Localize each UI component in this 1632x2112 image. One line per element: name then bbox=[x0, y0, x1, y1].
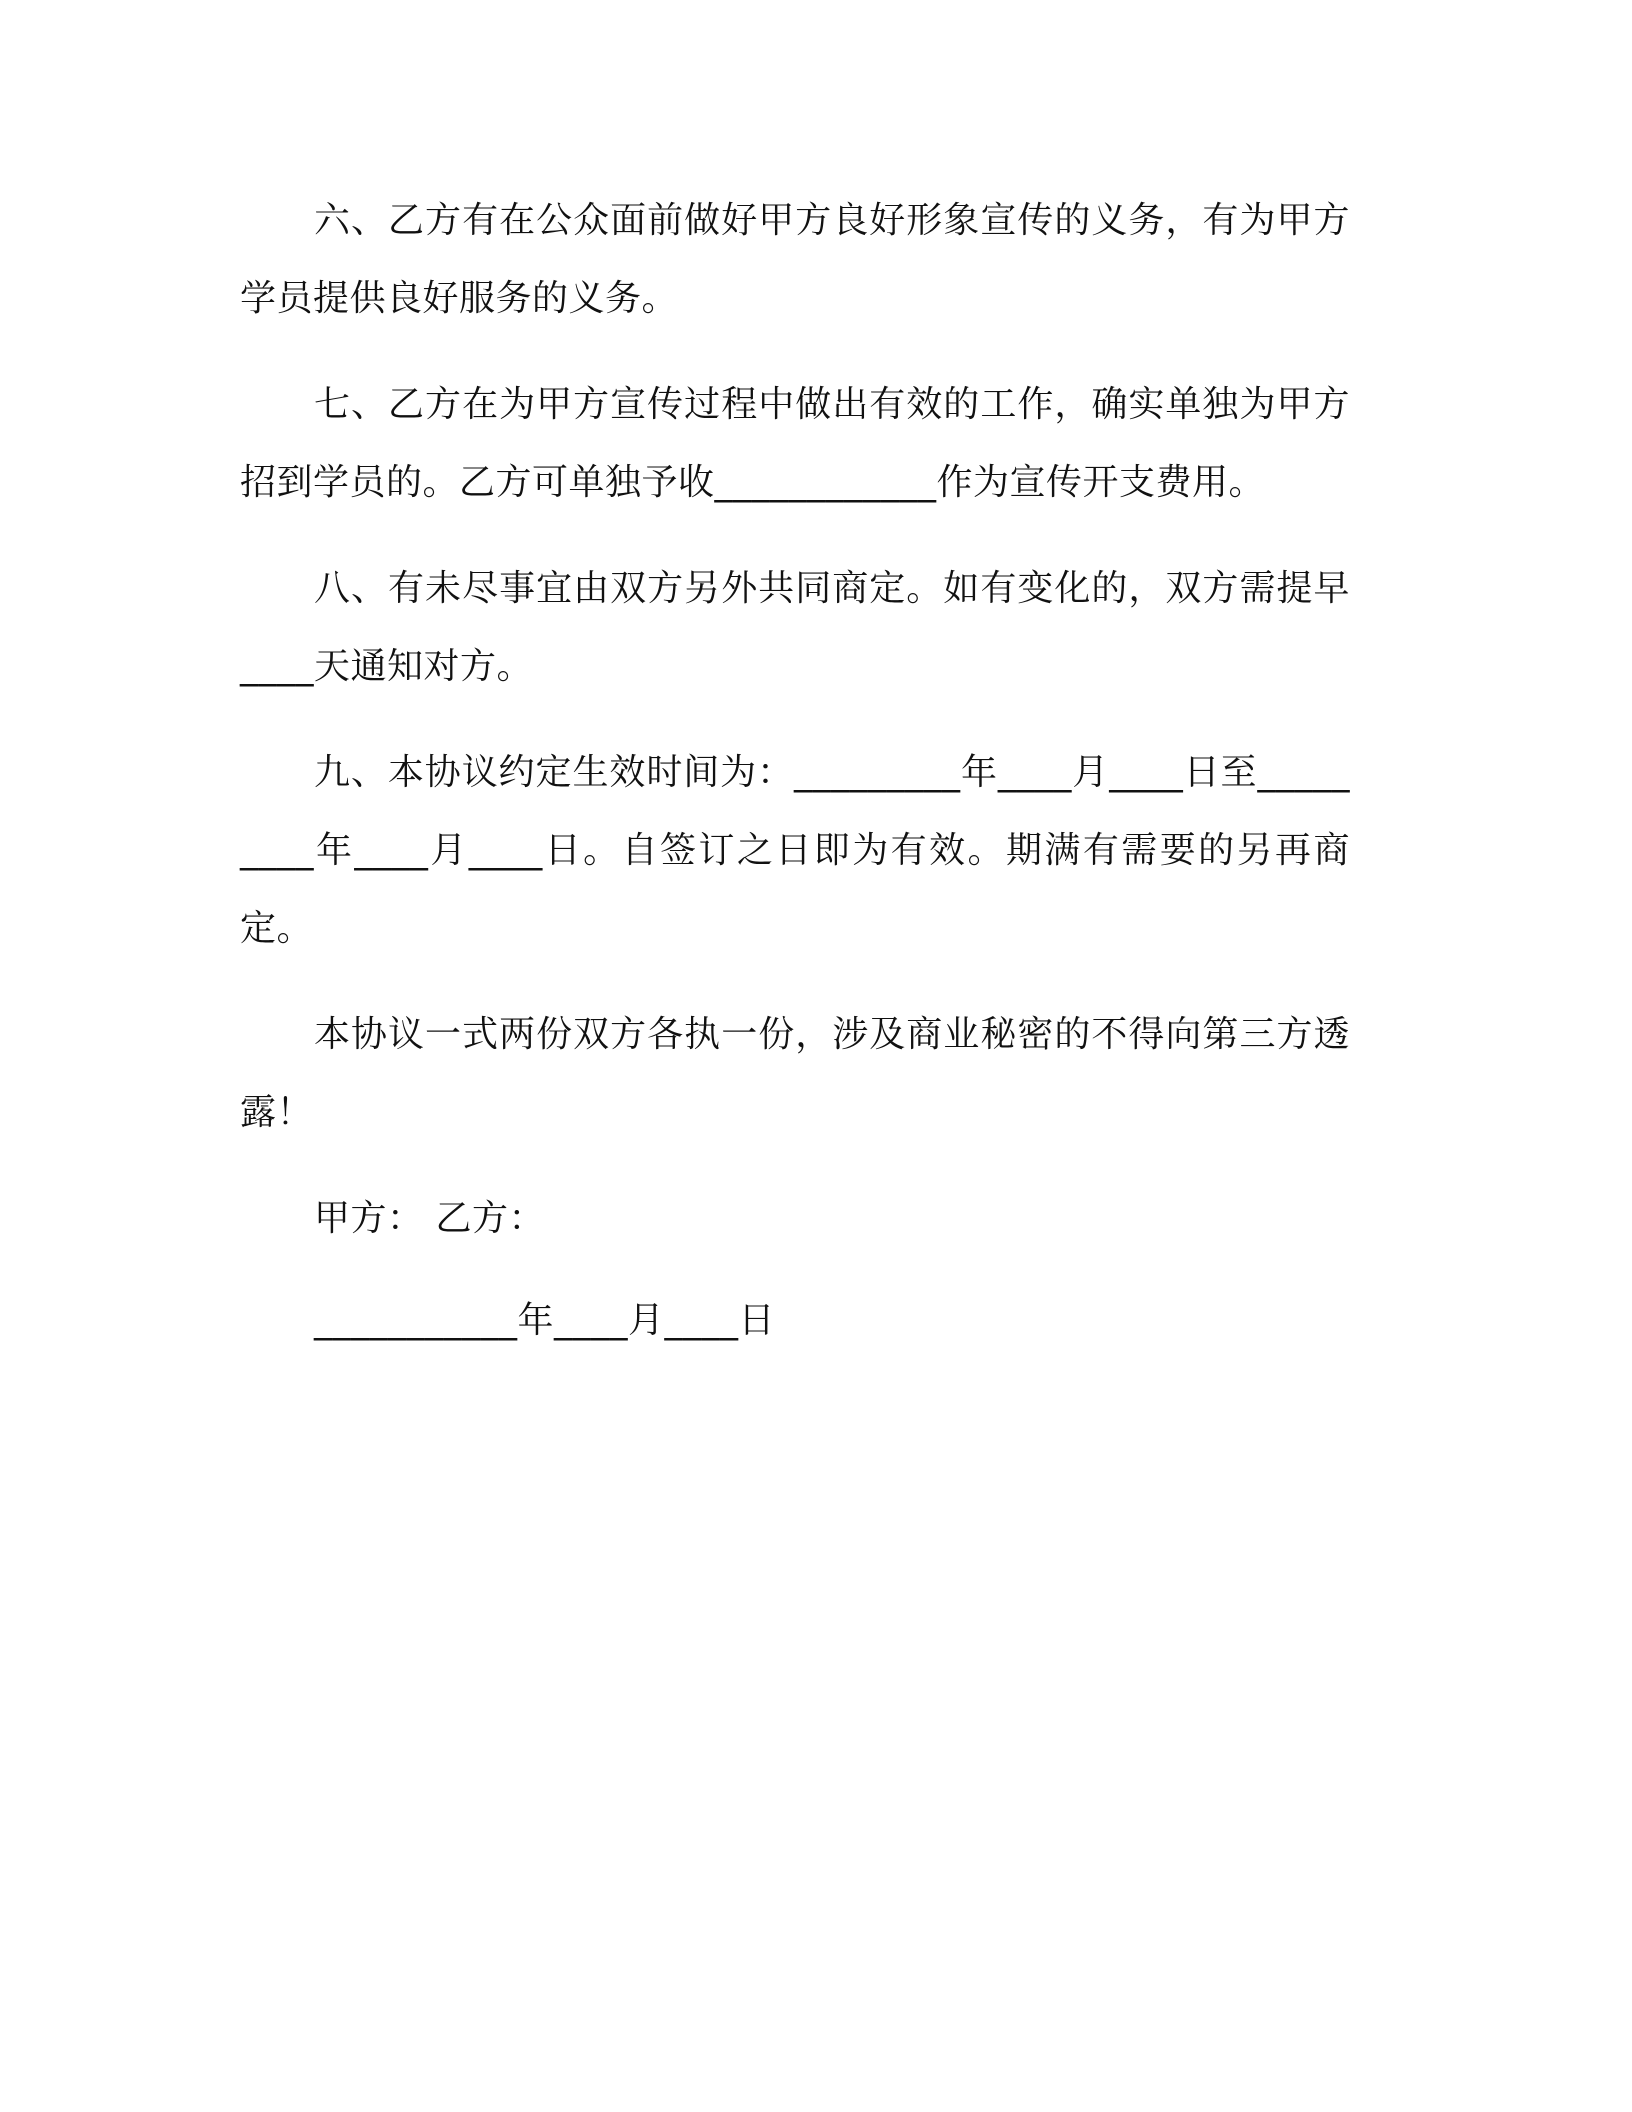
document-body bbox=[240, 182, 1350, 1388]
closing-statement: 本协议一式两份双方各执一份，涉及商业秘密的不得向第三方透露！ bbox=[240, 1014, 1350, 1133]
signature-parties: 甲方： 乙方： bbox=[314, 1198, 545, 1239]
clause-9: 九、本协议约定生效时间为：_________年____月____日至_________年____月____日。自签订之日即为有效。期满有需要的另再商定。 bbox=[240, 752, 1350, 949]
signature-date: ___________年____月____日 bbox=[314, 1300, 775, 1341]
clause-8: 八、有未尽事宜由双方另外共同商定。如有变化的，双方需提早____天通知对方。 bbox=[240, 568, 1350, 687]
clause-6: 六、乙方有在公众面前做好甲方良好形象宣传的义务，有为甲方学员提供良好服务的义务。 bbox=[240, 200, 1350, 319]
clause-7: 七、乙方在为甲方宣传过程中做出有效的工作，确实单独为甲方招到学员的。乙方可单独予收____________作为宣传开支费用。 bbox=[240, 384, 1350, 503]
